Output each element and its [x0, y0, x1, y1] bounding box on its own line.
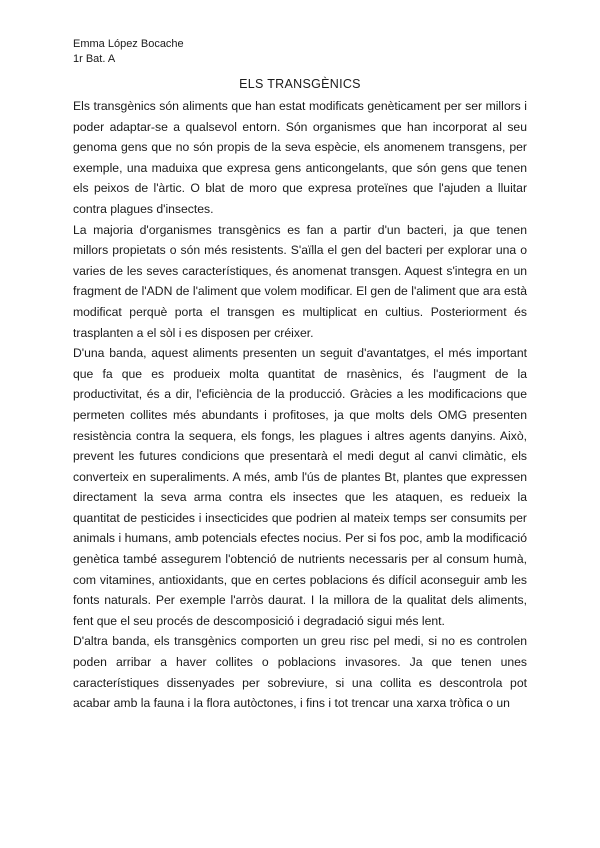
class-label: 1r Bat. A — [73, 53, 116, 65]
paragraph: D'altra banda, els transgènics comporten un greu risc pel medi, si no es controlen poden arribar a haver collites o poblacions invasores. Ja que tenen unes característiques dissenyades per sobreviure, si una collita es descontrola pot acabar amb la fauna i la flora autòctones, i fins i tot trencar una xarxa tròfica o un — [73, 634, 527, 711]
document-title: ELS TRANSGÈNICS — [239, 77, 361, 91]
document-body — [73, 96, 527, 714]
paragraph: Els transgènics són aliments que han estat modificats genèticament per ser millors i poder adaptar-se a qualsevol entorn. Són organismes que han incorporat al seu genoma gens que no són propis de la seva espècie, els anomenem transgens, per exemple, una maduixa que expresa gens anticongelants, que són gens que tenen els peixos de l'àrtic. O blat de moro que expresa proteïnes que l'ajuden a lluitar contra plagues d'insectes. — [73, 99, 527, 216]
paragraph: D'una banda, aquest aliments presenten un seguit d'avantatges, el més important que fa que es produeix molta quantitat de rnasènics, és l'augment de la productivitat, és a dir, l'eficiència de la producció. Gràcies a les modificacions que permeten collites més abundants i profitoses, ja que molts dels OMG presenten resistència contra la sequera, els fongs, les plagues i altres agents danyins. Això, prevent les futures condicions que presentarà el medi degut al canvi climàtic, els converteix en superaliments. A més, amb l'ús de plantes Bt, plantes que expressen directament la seva arma contra els insectes que les ataquen, es redueix la quantitat de pesticides i insecticides que podrien al mateix temps ser consumits per animals i humans, amb potencials efectes nocius. Per si fos poc, amb la modificació genètica també assegurem l'obtenció de nutrients necessaris per al consum humà, com vitamines, antioxidants, que en certes poblacions és difícil aconseguir amb les fonts naturals. Per exemple l'arròs daurat. I la millora de la qualitat dels aliments, fent que el seu procés de descomposició i degradació sigui més lent. — [73, 346, 527, 628]
author-name: Emma López Bocache — [73, 38, 184, 50]
paragraph: La majoria d'organismes transgènics es fan a partir d'un bacteri, ja que tenen millors propietats o són més resistents. S'aïlla el gen del bacteri per explorar una o varies de les seves característiques, és anomenat transgen. Aquest s'integra en un fragment de l'ADN de l'aliment que volem modificar. El gen de l'aliment que ara està modificat perquè porta el transgen es multiplicat en cultius. Posteriorment és trasplanten a el sòl i es disposen per créixer. — [73, 222, 527, 340]
author-header — [73, 37, 184, 67]
